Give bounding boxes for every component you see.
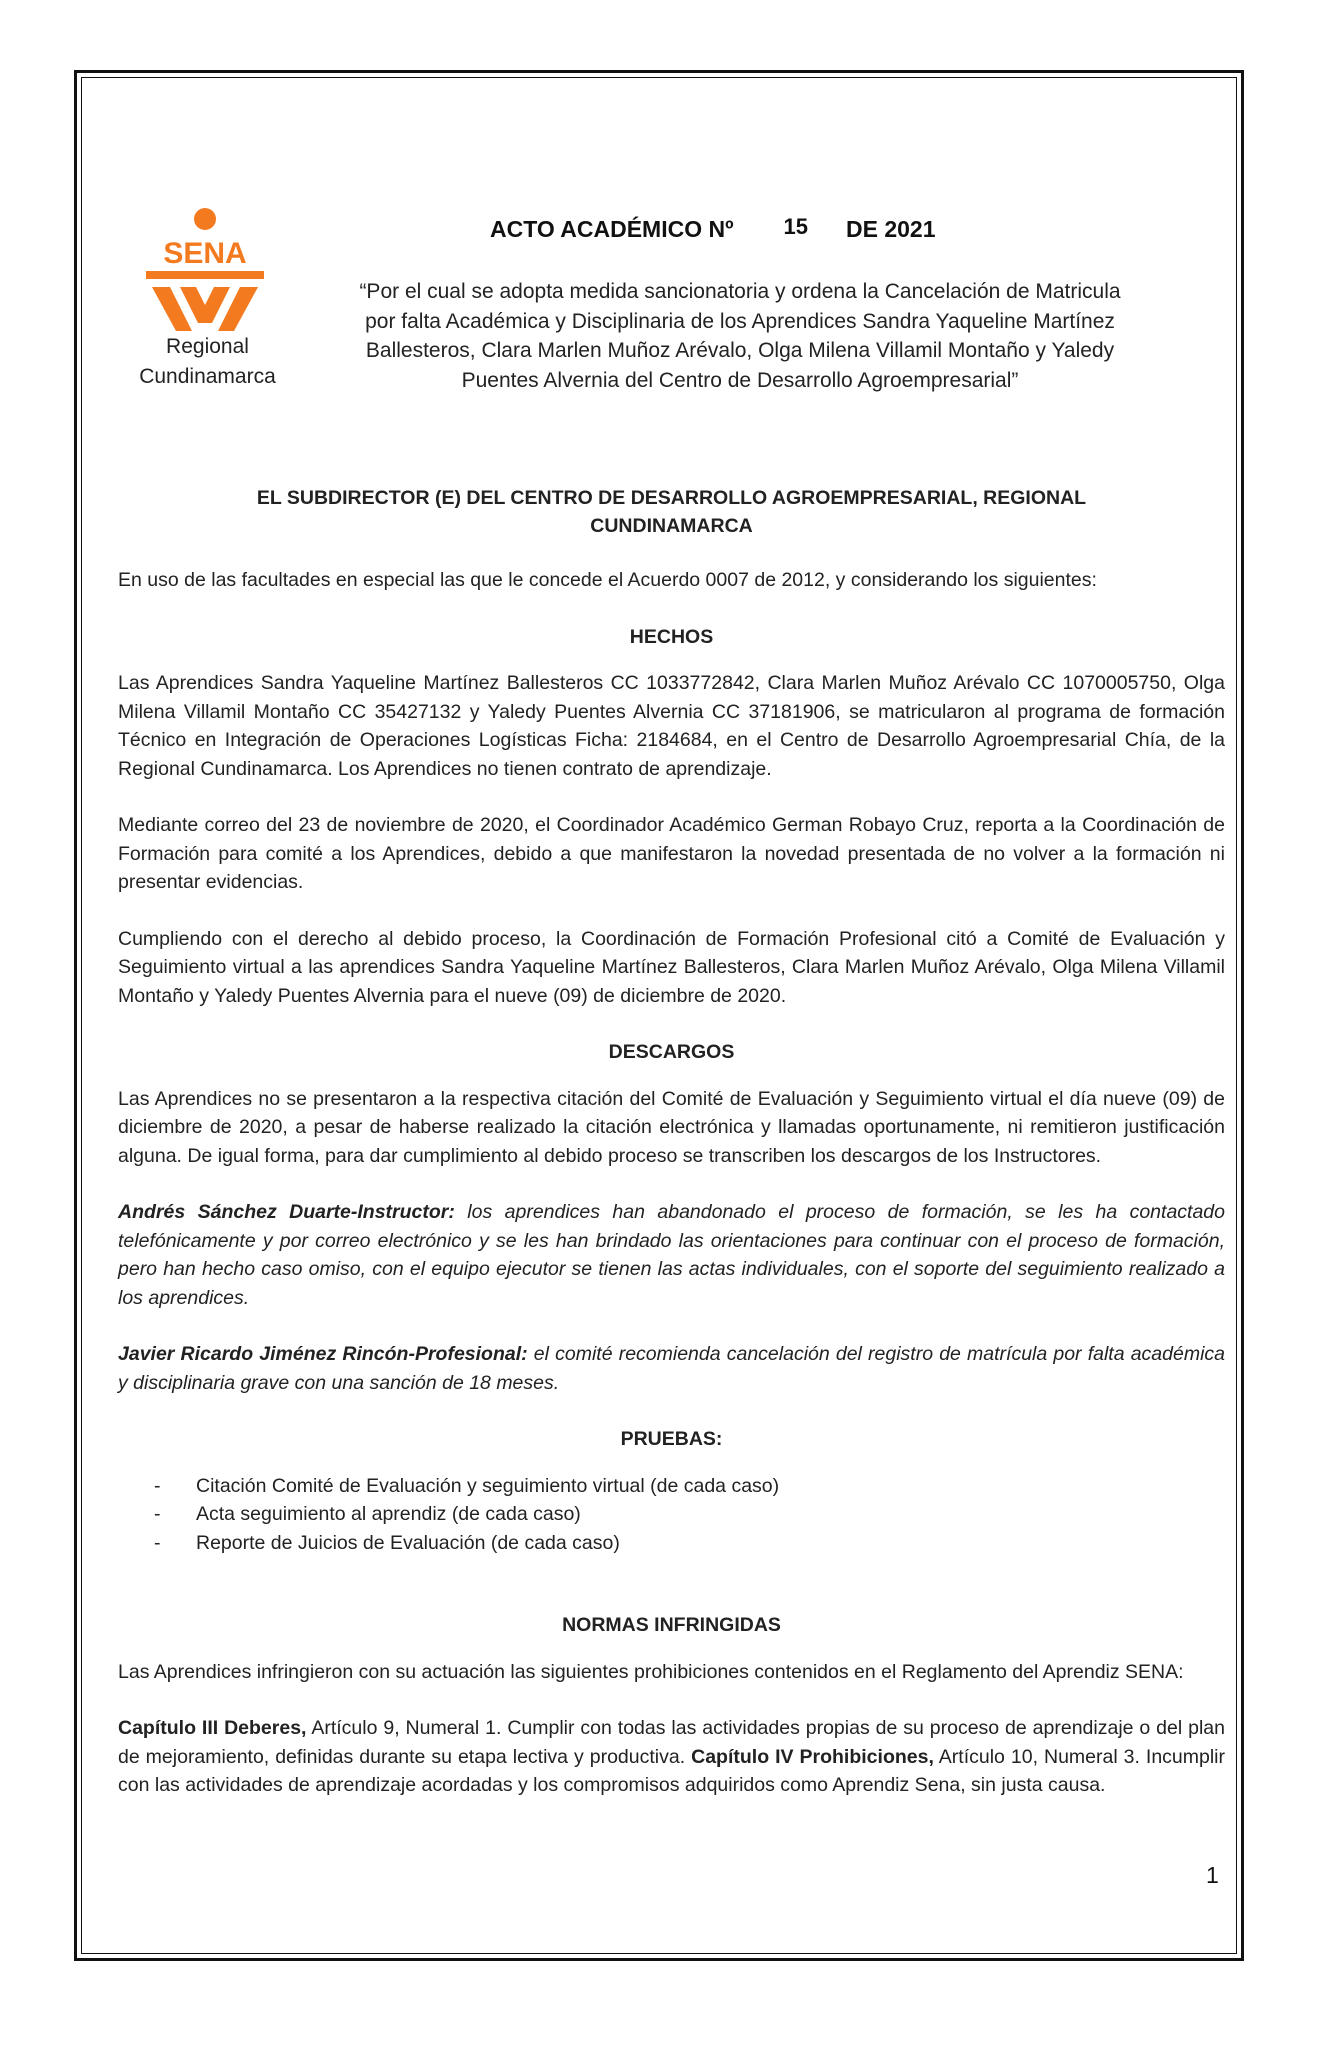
act-label: ACTO ACADÉMICO Nº — [490, 216, 734, 242]
sena-logo-icon — [140, 205, 270, 335]
act-title — [490, 216, 936, 243]
document-body — [118, 484, 1225, 1828]
profesional-text: el comité recomienda cancelación del registro de matrícula por falta académica y disciplinaria grave con una sanción de 18 meses. — [118, 1343, 1226, 1394]
sena-logo-text: SENA — [163, 237, 247, 270]
cap4-label: Capítulo IV Prohibiciones, — [691, 1745, 934, 1768]
authority-heading — [118, 484, 1225, 540]
cap4-text: Artículo 10, Numeral 3. Incumplir con las actividades de aprendizaje acordadas y los compromisos adquiridos como Aprendiz Sena, sin justa causa. — [118, 1745, 1226, 1796]
list-item: - Citación Comité de Evaluación y seguimiento virtual (de cada caso) — [154, 1474, 780, 1497]
authority-line-1: EL SUBDIRECTOR (E) DEL CENTRO DE DESARROLLO AGROEMPRESARIAL, REGIONAL — [256, 487, 1087, 509]
list-item: - Reporte de Juicios de Evaluación (de cada caso) — [154, 1531, 620, 1554]
descargos-paragraph-1: Las Aprendices no se presentaron a la respectiva citación del Comité de Evaluación y Seguimiento virtual el día nueve (09) de diciembre de 2020, a pesar de haberse realizado la citación electrónica y llamadas oportunamente, ni remitieron justificación alguna. De igual forma, para dar cumplimiento al debido proceso se transcriben los descargos de los Instructores. — [118, 1087, 1225, 1167]
section-heading-hechos: HECHOS — [629, 625, 714, 648]
hechos-paragraph-2: Mediante correo del 23 de noviembre de 2020, el Coordinador Académico German Robayo Cruz, reporta a la Coordinación de Formación para comité a los Aprendices, debido a que manifestaron la novedad presentada de no volver a la formación ni presentar evidencias. — [118, 814, 1225, 893]
section-heading-normas: NORMAS INFRINGIDAS — [562, 1614, 781, 1636]
section-heading-pruebas: PRUEBAS: — [620, 1428, 723, 1450]
page-number: 1 — [1206, 1862, 1219, 1888]
cap3-text: Artículo 9, Numeral 1. Cumplir con todas las actividades propias de su proceso de aprendizaje o del plan de mejoramiento, definidas durante su etapa lectiva y productiva. — [118, 1717, 1225, 1768]
authority-line-2: CUNDINAMARCA — [590, 515, 753, 537]
hechos-paragraph-1: Las Aprendices Sandra Yaqueline Martínez Ballesteros CC 1033772842, Clara Marlen Muñoz Arévalo CC 1070005750, Olga Milena Villamil Montaño CC 35427132 y Yaledy Puentes Alvernia CC 37181906, se matricularon al programa de formación Técnico en Integración de Operaciones Logísticas Ficha: 2184684, en el Centro de Desarrollo Agroempresarial Chía, de la Regional Cundinamarca. Los Aprendices no tienen contrato de aprendizaje. — [118, 672, 1225, 780]
regional-line-2: Cundinamarca — [139, 365, 276, 388]
normas-paragraph-2 — [118, 1714, 1225, 1800]
list-item: - Acta seguimiento al aprendiz (de cada caso) — [154, 1503, 581, 1525]
act-subtitle: “Por el cual se adopta medida sancionatoria y ordena la Cancelación de Matricula por falta Académica y Disciplinaria de los Aprendices Sandra Yaqueline Martínez Ballesteros, Clara Marlen Muñoz Arévalo, Olga Milena Villamil Montaño y Yaledy Puentes Alvernia del Centro de Desarrollo Agroempresarial” — [359, 280, 1121, 392]
act-number: 15 — [783, 214, 808, 239]
pruebas-list — [118, 1472, 1225, 1558]
section-heading-descargos: DESCARGOS — [608, 1041, 735, 1063]
profesional-statement — [118, 1340, 1225, 1397]
profesional-name: Javier Ricardo Jiménez Rincón-Profesional: — [118, 1343, 528, 1365]
act-year: DE 2021 — [846, 216, 936, 242]
sena-logo — [140, 205, 270, 335]
instructor-text: los aprendices han abandonado el proceso de formación, se les ha contactado telefónicamente y por correo electrónico y se les han brindado las orientaciones para continuar con el proceso de formación, pero han hecho caso omiso, con el equipo ejecutor se tienen las actas individuales, con el soporte del seguimiento realizado a los aprendices. — [118, 1201, 1225, 1309]
normas-paragraph-1: Las Aprendices infringieron con su actuación las siguientes prohibiciones contenidos en el Reglamento del Aprendiz SENA: — [118, 1660, 1184, 1683]
regional-line-1: Regional — [166, 335, 249, 358]
instructor-name: Andrés Sánchez Duarte-Instructor: — [118, 1201, 455, 1223]
hechos-paragraph-3: Cumpliendo con el derecho al debido proceso, la Coordinación de Formación Profesional citó a Comité de Evaluación y Seguimiento virtual a las aprendices Sandra Yaqueline Martínez Ballesteros, Clara Marlen Muñoz Arévalo, Olga Milena Villamil Montaño y Yaledy Puentes Alvernia para el nueve (09) de diciembre de 2020. — [118, 927, 1225, 1007]
regional-label — [120, 332, 295, 392]
cap3-label: Capítulo III Deberes, — [118, 1717, 307, 1739]
intro-paragraph: En uso de las facultades en especial las que le concede el Acuerdo 0007 de 2012, y considerando los siguientes: — [118, 569, 1097, 591]
instructor-statement — [118, 1198, 1225, 1312]
